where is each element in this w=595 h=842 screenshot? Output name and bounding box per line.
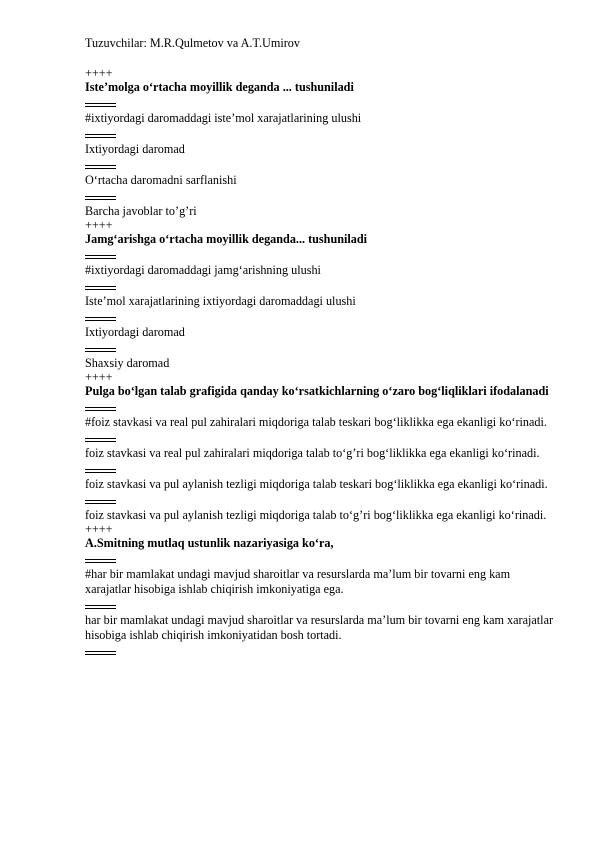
- answer-separator: [85, 188, 555, 204]
- author-line: Tuzuvchilar: M.R.Qulmetov va A.T.Umirov: [85, 36, 300, 50]
- question-marker: ++++: [85, 522, 113, 536]
- answer-option: O‘rtacha daromadni sarflanishi: [85, 173, 237, 187]
- answer-option: Ixtiyordagi daromad: [85, 325, 185, 339]
- question-text: Pulga bo‘lgan talab grafigida qanday ko‘rsatkichlarning o‘zaro bog‘liqliklari ifodalanadi: [85, 384, 549, 398]
- question-text: A.Smitning mutlaq ustunlik nazariyasiga ko‘ra,: [85, 536, 334, 550]
- answer-separator: [85, 551, 555, 567]
- answer-option: foiz stavkasi va real pul zahiralari miqdoriga talab to‘g’ri bog‘liklikka ega ekanligi ko‘rinadi.: [85, 446, 540, 460]
- answer-option: #foiz stavkasi va real pul zahiralari miqdoriga talab teskari bog‘liklikka ega ekanligi ko‘rinadi.: [85, 415, 547, 429]
- answer-option: #ixtiyordagi daromaddagi jamg‘arishning ulushi: [85, 263, 321, 277]
- question-text: Iste’molga o‘rtacha moyillik deganda ... tushuniladi: [85, 80, 354, 94]
- question-marker: ++++: [85, 66, 113, 80]
- answer-separator: [85, 597, 555, 613]
- answer-option: har bir mamlakat undagi mavjud sharoitlar va resurslarda ma’lum bir tovarni eng kam xarajatlar hisobiga ishlab chiqirish imkoniyatidan bosh tortadi.: [85, 613, 554, 642]
- document-page: [85, 36, 555, 659]
- answer-separator: [85, 309, 555, 325]
- question-marker: ++++: [85, 370, 113, 384]
- answer-separator: [85, 247, 555, 263]
- answer-option: #ixtiyordagi daromaddagi iste’mol xarajatlarining ulushi: [85, 111, 362, 125]
- answer-option: #har bir mamlakat undagi mavjud sharoitlar va resurslarda ma’lum bir tovarni eng kam xarajatlar hisobiga ishlab chiqirish imkoniyatiga ega.: [85, 567, 511, 596]
- answer-separator: [85, 95, 555, 111]
- answer-option: Barcha javoblar to’g’ri: [85, 204, 197, 218]
- answer-option: foiz stavkasi va pul aylanish tezligi miqdoriga talab teskari bog‘liklikka ega ekanligi ko‘rinadi.: [85, 477, 548, 491]
- answer-separator: [85, 340, 555, 356]
- answer-separator: [85, 643, 555, 659]
- answer-option: Ixtiyordagi daromad: [85, 142, 185, 156]
- answer-separator: [85, 461, 555, 477]
- answer-option: Shaxsiy daromad: [85, 356, 170, 370]
- answer-separator: [85, 157, 555, 173]
- answer-option: Iste’mol xarajatlarining ixtiyordagi daromaddagi ulushi: [85, 294, 356, 308]
- answer-separator: [85, 126, 555, 142]
- answer-separator: [85, 430, 555, 446]
- answer-separator: [85, 492, 555, 508]
- answer-option: foiz stavkasi va pul aylanish tezligi miqdoriga talab to‘g’ri bog‘liklikka ega ekanligi ko‘rinadi.: [85, 508, 547, 522]
- answer-separator: [85, 399, 555, 415]
- question-text: Jamg‘arishga o‘rtacha moyillik deganda... tushuniladi: [85, 232, 368, 246]
- answer-separator: [85, 278, 555, 294]
- question-marker: ++++: [85, 218, 113, 232]
